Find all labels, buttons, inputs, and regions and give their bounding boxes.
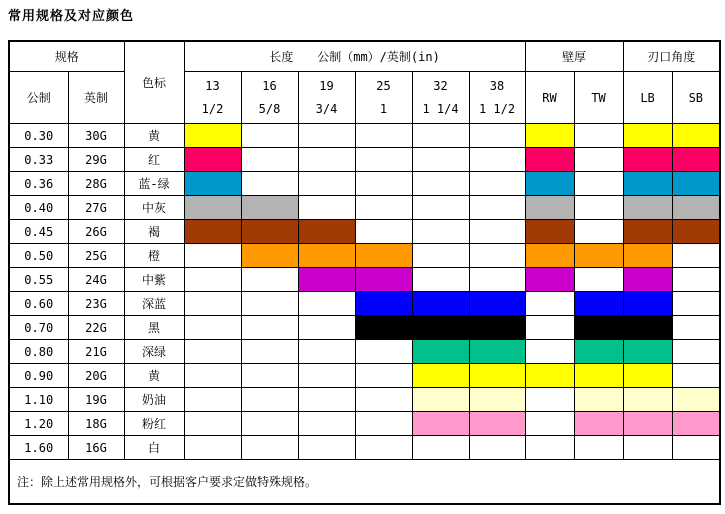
value-cell-19 — [298, 412, 355, 436]
length-mm: 13 — [205, 78, 220, 93]
value-cell-LB — [623, 340, 672, 364]
value-cell-TW — [574, 196, 623, 220]
value-cell-RW — [525, 436, 574, 460]
gauge-cell: 26G — [68, 220, 124, 244]
value-cell-LB — [623, 412, 672, 436]
color-name-cell: 蓝-绿 — [124, 172, 184, 196]
value-cell-13 — [184, 196, 241, 220]
spec-table — [8, 40, 721, 505]
value-cell-19 — [298, 364, 355, 388]
footnote: 注：除上述常用规格外，可根据客户要求定做特殊规格。 — [9, 460, 720, 505]
value-cell-25 — [355, 436, 412, 460]
value-cell-38 — [469, 292, 525, 316]
lb-header: LB — [623, 72, 672, 124]
value-cell-LB — [623, 148, 672, 172]
gauge-cell: 16G — [68, 436, 124, 460]
value-cell-32 — [412, 196, 469, 220]
value-cell-38 — [469, 220, 525, 244]
length-col-header-32 — [412, 72, 469, 124]
value-cell-SB — [672, 340, 720, 364]
wall-thickness-header: 壁厚 — [525, 41, 623, 72]
value-cell-SB — [672, 316, 720, 340]
value-cell-19 — [298, 436, 355, 460]
rw-header: RW — [525, 72, 574, 124]
value-cell-RW — [525, 244, 574, 268]
color-name-cell: 奶油 — [124, 388, 184, 412]
value-cell-13 — [184, 268, 241, 292]
metric-cell: 0.70 — [9, 316, 68, 340]
gauge-cell: 19G — [68, 388, 124, 412]
sb-header: SB — [672, 72, 720, 124]
value-cell-13 — [184, 148, 241, 172]
value-cell-38 — [469, 124, 525, 148]
value-cell-38 — [469, 412, 525, 436]
table-row — [9, 220, 720, 244]
length-header: 长度 公制（mm）/英制(in) — [184, 41, 525, 72]
value-cell-16 — [241, 148, 298, 172]
metric-cell: 0.45 — [9, 220, 68, 244]
gauge-cell: 18G — [68, 412, 124, 436]
value-cell-38 — [469, 340, 525, 364]
value-cell-13 — [184, 124, 241, 148]
value-cell-19 — [298, 244, 355, 268]
value-cell-32 — [412, 436, 469, 460]
value-cell-13 — [184, 364, 241, 388]
value-cell-16 — [241, 172, 298, 196]
value-cell-LB — [623, 316, 672, 340]
value-cell-LB — [623, 244, 672, 268]
value-cell-LB — [623, 388, 672, 412]
value-cell-32 — [412, 268, 469, 292]
value-cell-TW — [574, 220, 623, 244]
value-cell-16 — [241, 124, 298, 148]
value-cell-TW — [574, 436, 623, 460]
value-cell-RW — [525, 268, 574, 292]
gauge-cell: 22G — [68, 316, 124, 340]
value-cell-19 — [298, 196, 355, 220]
value-cell-13 — [184, 412, 241, 436]
value-cell-13 — [184, 436, 241, 460]
value-cell-RW — [525, 220, 574, 244]
color-name-cell: 黄 — [124, 364, 184, 388]
value-cell-RW — [525, 364, 574, 388]
metric-cell: 0.55 — [9, 268, 68, 292]
color-name-cell: 黄 — [124, 124, 184, 148]
length-col-header-13 — [184, 72, 241, 124]
value-cell-38 — [469, 148, 525, 172]
value-cell-25 — [355, 412, 412, 436]
value-cell-LB — [623, 436, 672, 460]
metric-cell: 0.36 — [9, 172, 68, 196]
table-row — [9, 124, 720, 148]
value-cell-19 — [298, 268, 355, 292]
color-name-cell: 黑 — [124, 316, 184, 340]
value-cell-RW — [525, 412, 574, 436]
value-cell-LB — [623, 268, 672, 292]
value-cell-16 — [241, 220, 298, 244]
value-cell-32 — [412, 220, 469, 244]
value-cell-19 — [298, 148, 355, 172]
length-mm: 32 — [433, 78, 448, 93]
value-cell-TW — [574, 172, 623, 196]
table-row — [9, 172, 720, 196]
value-cell-32 — [412, 148, 469, 172]
value-cell-SB — [672, 292, 720, 316]
length-mm: 16 — [262, 78, 277, 93]
value-cell-SB — [672, 172, 720, 196]
value-cell-TW — [574, 340, 623, 364]
value-cell-RW — [525, 388, 574, 412]
tw-header: TW — [574, 72, 623, 124]
value-cell-32 — [412, 340, 469, 364]
value-cell-25 — [355, 124, 412, 148]
value-cell-16 — [241, 292, 298, 316]
value-cell-38 — [469, 436, 525, 460]
value-cell-38 — [469, 196, 525, 220]
value-cell-SB — [672, 364, 720, 388]
value-cell-19 — [298, 124, 355, 148]
color-name-cell: 橙 — [124, 244, 184, 268]
metric-header: 公制 — [9, 72, 68, 124]
value-cell-32 — [412, 388, 469, 412]
value-cell-LB — [623, 196, 672, 220]
gauge-cell: 20G — [68, 364, 124, 388]
value-cell-32 — [412, 124, 469, 148]
value-cell-19 — [298, 388, 355, 412]
value-cell-TW — [574, 316, 623, 340]
length-in: 1/2 — [201, 101, 224, 116]
value-cell-13 — [184, 220, 241, 244]
value-cell-TW — [574, 148, 623, 172]
value-cell-SB — [672, 412, 720, 436]
value-cell-TW — [574, 268, 623, 292]
length-in: 3/4 — [315, 101, 338, 116]
value-cell-13 — [184, 340, 241, 364]
value-cell-LB — [623, 124, 672, 148]
imperial-header: 英制 — [68, 72, 124, 124]
metric-cell: 1.20 — [9, 412, 68, 436]
color-name-cell: 褐 — [124, 220, 184, 244]
value-cell-SB — [672, 220, 720, 244]
gauge-cell: 25G — [68, 244, 124, 268]
value-cell-SB — [672, 436, 720, 460]
value-cell-RW — [525, 292, 574, 316]
bevel-angle-header: 刃口角度 — [623, 41, 720, 72]
value-cell-19 — [298, 340, 355, 364]
length-col-header-25 — [355, 72, 412, 124]
table-row — [9, 196, 720, 220]
table-row — [9, 292, 720, 316]
value-cell-38 — [469, 172, 525, 196]
color-name-cell: 粉红 — [124, 412, 184, 436]
color-name-cell: 中紫 — [124, 268, 184, 292]
table-row — [9, 244, 720, 268]
metric-cell: 0.33 — [9, 148, 68, 172]
value-cell-25 — [355, 196, 412, 220]
value-cell-16 — [241, 364, 298, 388]
value-cell-38 — [469, 244, 525, 268]
value-cell-19 — [298, 292, 355, 316]
value-cell-SB — [672, 148, 720, 172]
length-in: 1 1/4 — [422, 101, 459, 116]
value-cell-13 — [184, 292, 241, 316]
note-row — [9, 460, 720, 505]
value-cell-16 — [241, 244, 298, 268]
value-cell-RW — [525, 172, 574, 196]
value-cell-RW — [525, 148, 574, 172]
color-name-cell: 中灰 — [124, 196, 184, 220]
table-row — [9, 316, 720, 340]
value-cell-LB — [623, 172, 672, 196]
metric-cell: 1.60 — [9, 436, 68, 460]
value-cell-32 — [412, 172, 469, 196]
value-cell-32 — [412, 244, 469, 268]
value-cell-13 — [184, 244, 241, 268]
table-row — [9, 340, 720, 364]
table-row — [9, 148, 720, 172]
value-cell-LB — [623, 364, 672, 388]
value-cell-LB — [623, 220, 672, 244]
value-cell-16 — [241, 340, 298, 364]
value-cell-RW — [525, 316, 574, 340]
color-name-cell: 深蓝 — [124, 292, 184, 316]
value-cell-RW — [525, 196, 574, 220]
value-cell-19 — [298, 220, 355, 244]
value-cell-25 — [355, 172, 412, 196]
value-cell-13 — [184, 316, 241, 340]
value-cell-13 — [184, 172, 241, 196]
value-cell-16 — [241, 436, 298, 460]
value-cell-25 — [355, 244, 412, 268]
value-cell-25 — [355, 220, 412, 244]
length-col-header-19 — [298, 72, 355, 124]
metric-cell: 0.40 — [9, 196, 68, 220]
value-cell-SB — [672, 268, 720, 292]
header-row-2 — [9, 72, 720, 124]
metric-cell: 0.50 — [9, 244, 68, 268]
value-cell-RW — [525, 340, 574, 364]
value-cell-38 — [469, 364, 525, 388]
gauge-cell: 28G — [68, 172, 124, 196]
gauge-cell: 27G — [68, 196, 124, 220]
value-cell-RW — [525, 124, 574, 148]
metric-cell: 0.60 — [9, 292, 68, 316]
value-cell-25 — [355, 148, 412, 172]
length-mm: 38 — [489, 78, 505, 93]
color-label-header: 色标 — [124, 41, 184, 124]
length-in: 5/8 — [258, 101, 281, 116]
value-cell-TW — [574, 364, 623, 388]
color-name-cell: 白 — [124, 436, 184, 460]
spec-header: 规格 — [9, 41, 124, 72]
value-cell-16 — [241, 388, 298, 412]
length-col-header-38 — [469, 72, 525, 124]
value-cell-19 — [298, 316, 355, 340]
value-cell-25 — [355, 388, 412, 412]
length-col-header-16 — [241, 72, 298, 124]
value-cell-25 — [355, 268, 412, 292]
value-cell-16 — [241, 196, 298, 220]
metric-cell: 0.90 — [9, 364, 68, 388]
value-cell-16 — [241, 316, 298, 340]
table-row — [9, 364, 720, 388]
color-name-cell: 深绿 — [124, 340, 184, 364]
metric-cell: 0.80 — [9, 340, 68, 364]
table-row — [9, 388, 720, 412]
value-cell-19 — [298, 172, 355, 196]
length-mm: 25 — [376, 78, 391, 93]
length-in: 1 — [379, 101, 388, 116]
value-cell-38 — [469, 268, 525, 292]
value-cell-TW — [574, 292, 623, 316]
value-cell-32 — [412, 292, 469, 316]
value-cell-32 — [412, 412, 469, 436]
value-cell-25 — [355, 340, 412, 364]
value-cell-25 — [355, 364, 412, 388]
value-cell-SB — [672, 244, 720, 268]
gauge-cell: 24G — [68, 268, 124, 292]
value-cell-TW — [574, 244, 623, 268]
gauge-cell: 21G — [68, 340, 124, 364]
page-title: 常用规格及对应颜色 — [8, 9, 135, 24]
metric-cell: 1.10 — [9, 388, 68, 412]
length-mm: 19 — [319, 78, 334, 93]
metric-cell: 0.30 — [9, 124, 68, 148]
value-cell-16 — [241, 268, 298, 292]
table-row — [9, 268, 720, 292]
header-row-1 — [9, 41, 720, 72]
table-row — [9, 412, 720, 436]
color-name-cell: 红 — [124, 148, 184, 172]
value-cell-25 — [355, 292, 412, 316]
value-cell-TW — [574, 388, 623, 412]
value-cell-13 — [184, 388, 241, 412]
gauge-cell: 29G — [68, 148, 124, 172]
value-cell-16 — [241, 412, 298, 436]
value-cell-25 — [355, 316, 412, 340]
value-cell-32 — [412, 364, 469, 388]
gauge-cell: 23G — [68, 292, 124, 316]
value-cell-32 — [412, 316, 469, 340]
table-row — [9, 436, 720, 460]
value-cell-TW — [574, 412, 623, 436]
value-cell-SB — [672, 124, 720, 148]
value-cell-SB — [672, 388, 720, 412]
value-cell-38 — [469, 388, 525, 412]
length-in: 1 1/2 — [478, 101, 516, 116]
gauge-cell: 30G — [68, 124, 124, 148]
value-cell-LB — [623, 292, 672, 316]
value-cell-TW — [574, 124, 623, 148]
value-cell-38 — [469, 316, 525, 340]
value-cell-SB — [672, 196, 720, 220]
